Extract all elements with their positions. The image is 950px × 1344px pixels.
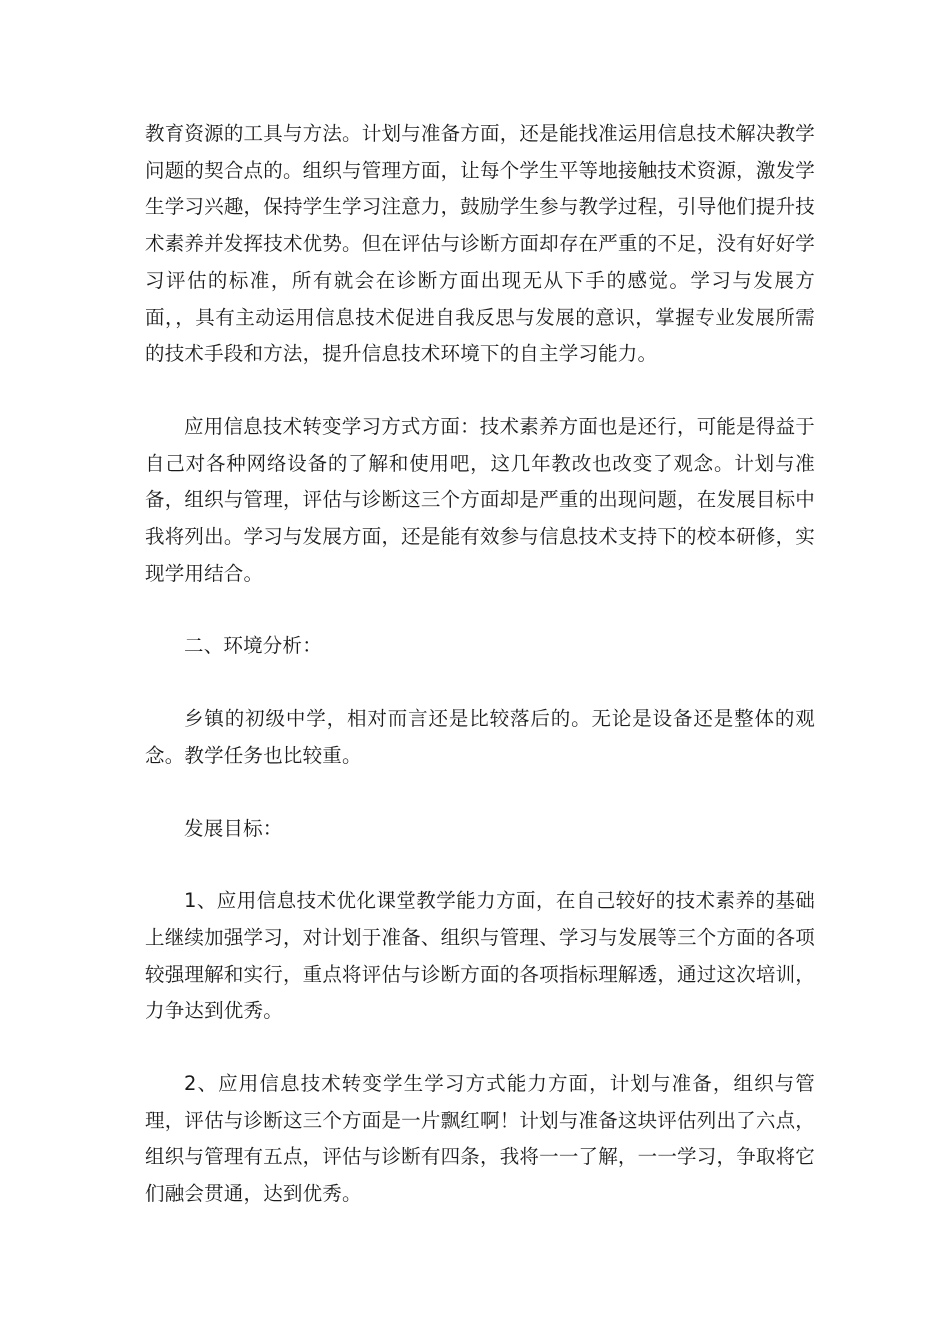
paragraph-spacer xyxy=(145,665,815,701)
paragraph-resources: 教育资源的工具与方法。计划与准备方面，还是能找准运用信息技术解决教学问题的契合点的。组织与管理方面，让每个学生平等地接触技术资源，激发学生学习兴趣，保持学生学习注意力，鼓励学生参与教学过程，引导他们提升技术素养并发挥技术优势。但在评估与诊断方面却存在严重的不足，没有好好学习评估的标准，所有就会在诊断方面出现无从下手的感觉。学习与发展方面，，具有主动运用信息技术促进自我反思与发展的意识，掌握专业发展所需的技术手段和方法，提升信息技术环境下的自主学习能力。 xyxy=(145,122,815,366)
paragraph-spacer xyxy=(145,775,815,811)
paragraph-goal-2: 2、应用信息技术转变学生学习方式能力方面，计划与准备，组织与管理，评估与诊断这三个方面是一片飘红啊！计划与准备这块评估列出了六点，组织与管理有五点，评估与诊断有四条，我将一一了解，一一学习，争取将它们融会贯通，达到优秀。 xyxy=(145,1072,815,1206)
section-heading-environment: 二、环境分析： xyxy=(184,634,322,658)
paragraph-goal-1: 1、应用信息技术优化课堂教学能力方面，在自己较好的技术素养的基础上继续加强学习，对计划于准备、组织与管理、学习与发展等三个方面的各项较强理解和实行，重点将评估与诊断方面的各项指标理解透，通过这次培训，力争达到优秀。 xyxy=(145,889,815,1023)
paragraph-learning-methods: 应用信息技术转变学习方式方面：技术素养方面也是还行，可能是得益于自己对各种网络设备的了解和使用吧，这几年教改也改变了观念。计划与准备，组织与管理，评估与诊断这三个方面却是严重的出现问题，在发展目标中我将列出。学习与发展方面，还是能有效参与信息技术支持下的校本研修，实现学用结合。 xyxy=(145,414,815,585)
section-heading-goals: 发展目标： xyxy=(184,816,283,840)
paragraph-spacer xyxy=(145,847,815,883)
paragraph-environment: 乡镇的初级中学，相对而言还是比较落后的。无论是设备还是整体的观念。教学任务也比较重。 xyxy=(145,707,815,767)
document-page xyxy=(145,116,815,1213)
paragraph-spacer xyxy=(145,1030,815,1066)
paragraph-spacer xyxy=(145,373,815,409)
paragraph-spacer xyxy=(145,592,815,628)
